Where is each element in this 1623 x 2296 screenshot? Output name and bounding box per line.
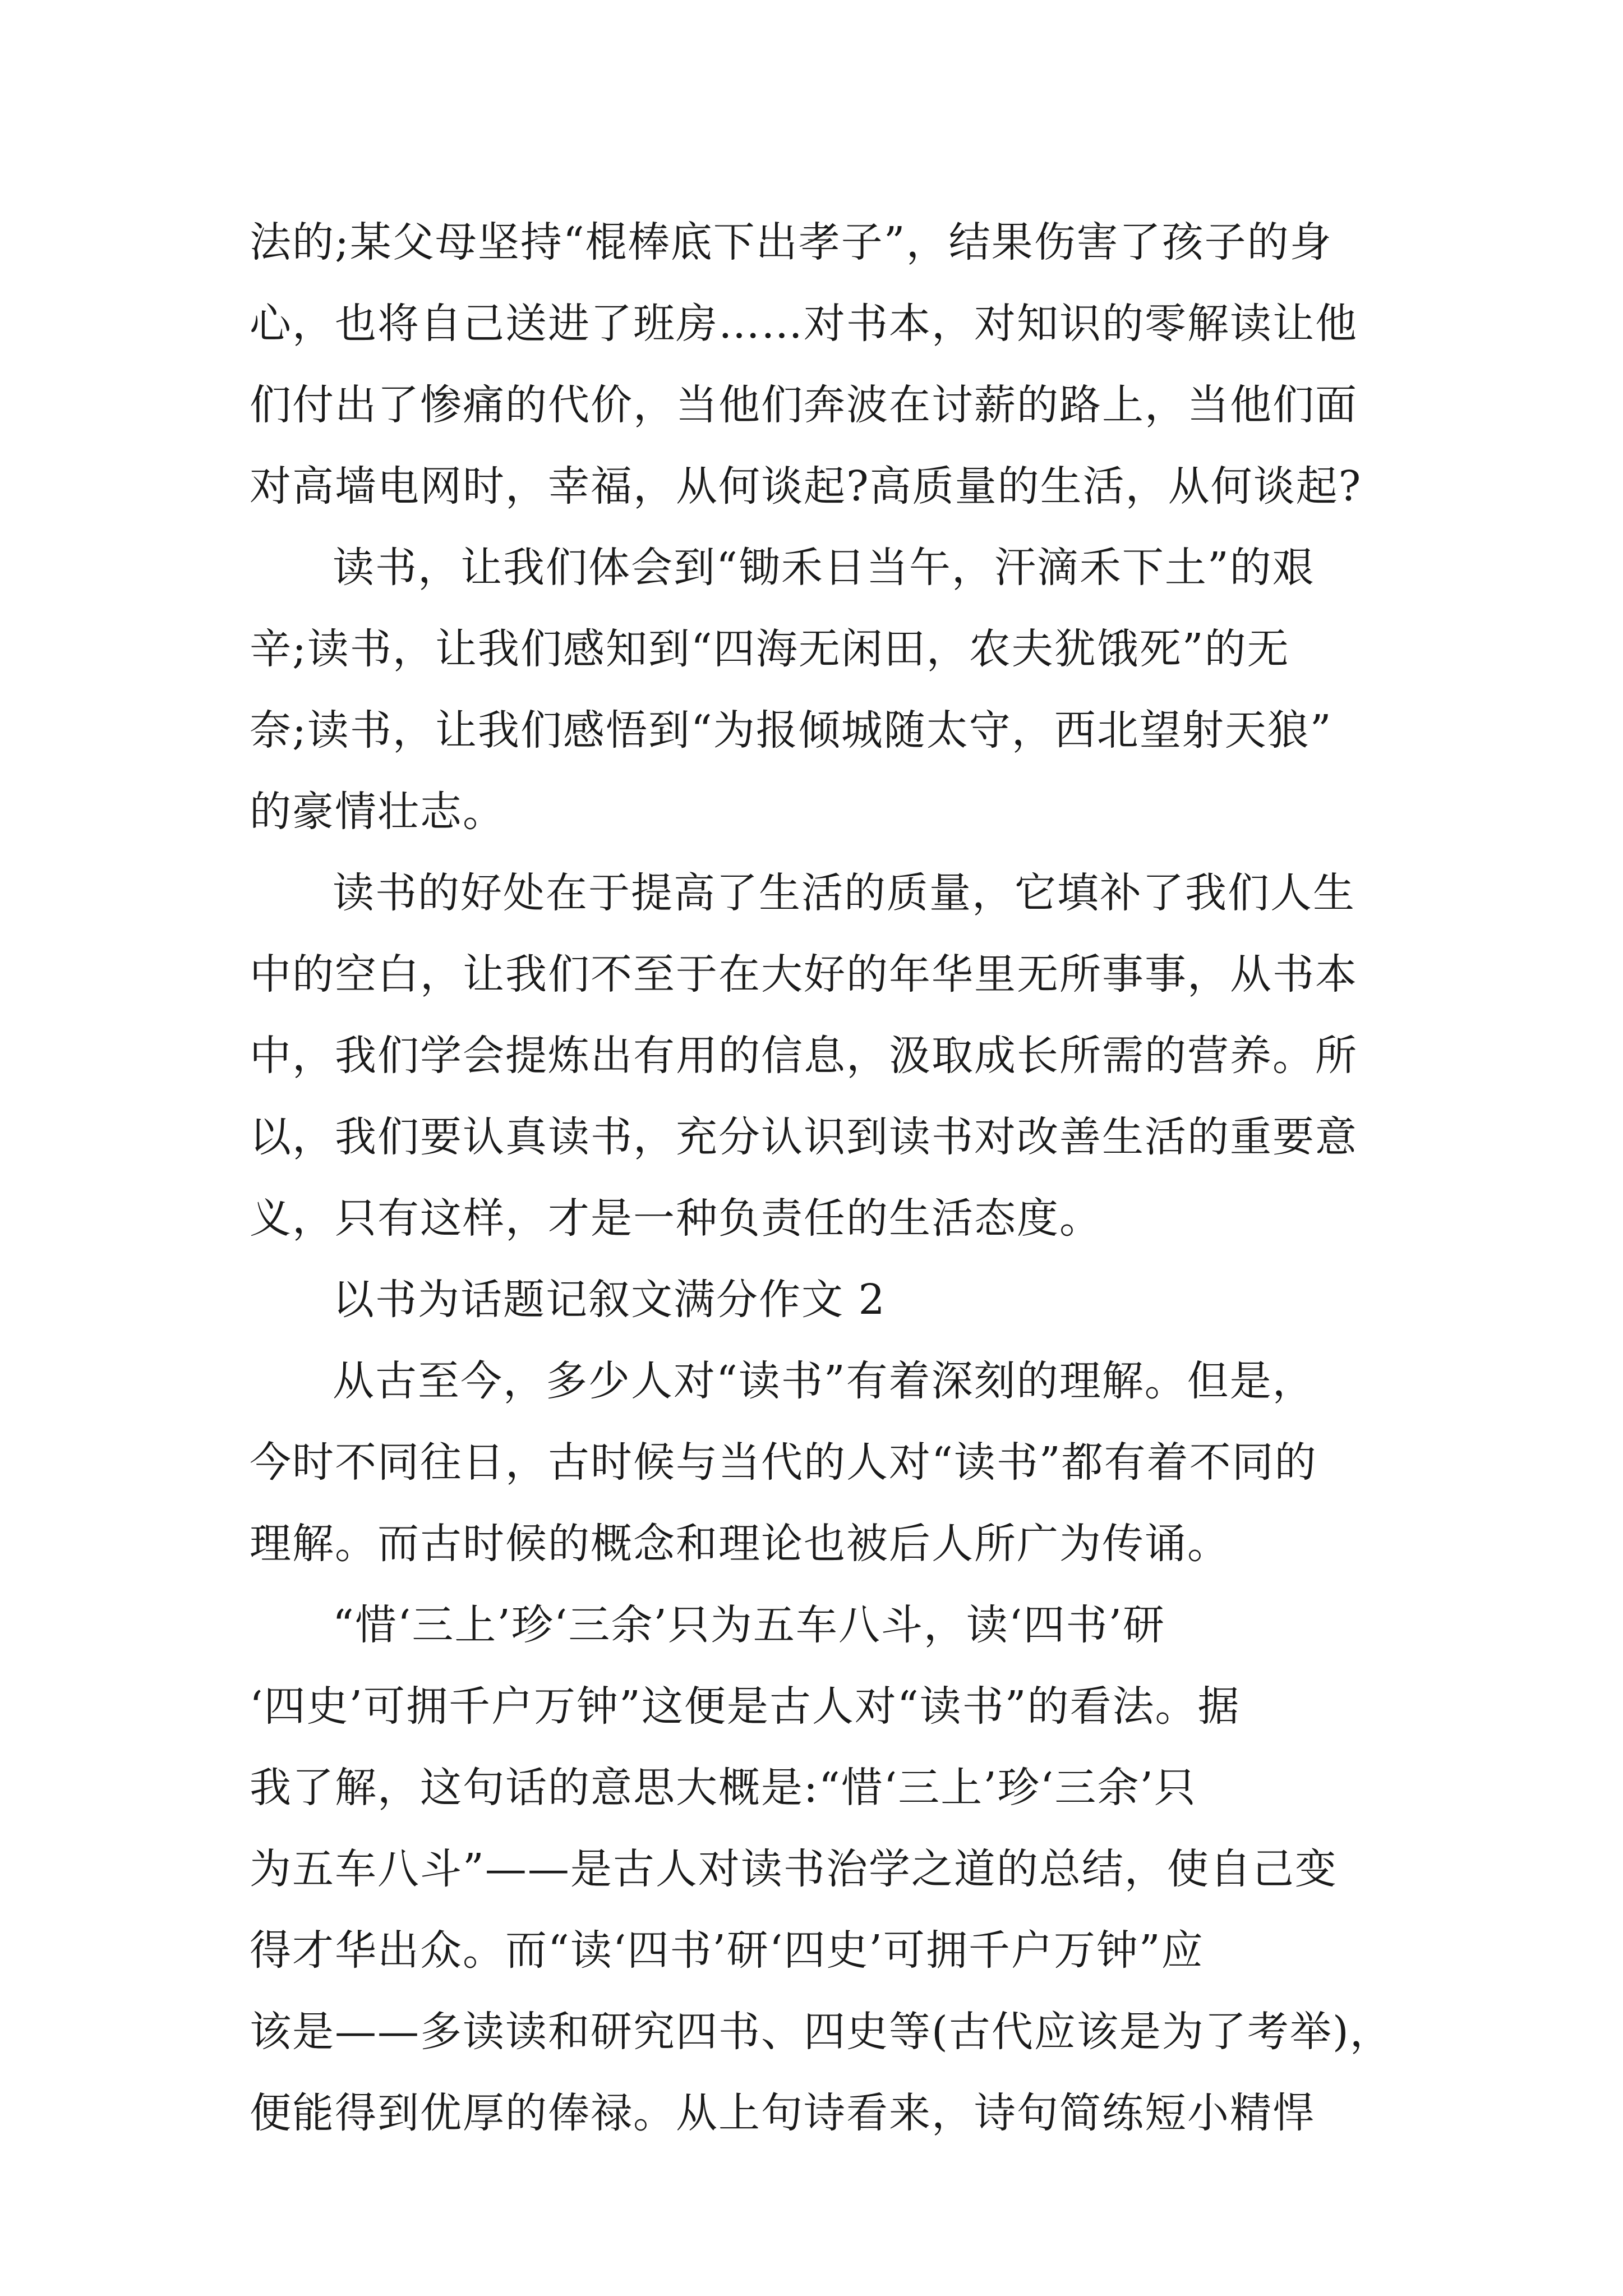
text-line: ‘四史’可拥千户万钟”这便是古人对“读书”的看法。据: [250, 1682, 1241, 1731]
text-line: 中的空白，让我们不至于在大好的年华里无所事事，从书本: [250, 950, 1358, 999]
text-line: 该是——多读读和研究四书、四史等(古代应该是为了考举)，: [250, 2008, 1393, 2056]
text-line: 奈;读书，让我们感悟到“为报倾城随太守，西北望射天狼”: [250, 706, 1332, 754]
text-line: 我了解，这句话的意思大概是:“惜‘三上’珍‘三余’只: [250, 1764, 1197, 1812]
paragraph-start-line: 读书，让我们体会到“锄禾日当午，汗滴禾下土”的艰: [333, 544, 1315, 592]
text-line: 法的;某父母坚持“棍棒底下出孝子”，结果伤害了孩子的身: [250, 218, 1332, 266]
text-line: 便能得到优厚的俸禄。从上句诗看来，诗句简练短小精悍: [250, 2089, 1315, 2137]
text-line: 对高墙电网时，幸福，从何谈起?高质量的生活，从何谈起?: [250, 462, 1362, 510]
text-line: 们付出了惨痛的代价，当他们奔波在讨薪的路上，当他们面: [250, 381, 1358, 429]
text-line: 得才华出众。而“读‘四书’研‘四史’可拥千户万钟”应: [250, 1926, 1204, 1975]
text-line: 的豪情壮志。: [250, 788, 505, 836]
text-line: 理解。而古时候的概念和理论也被后人所广为传诵。: [250, 1520, 1230, 1568]
text-line: 今时不同往日，古时候与当代的人对“读书”都有着不同的: [250, 1438, 1317, 1487]
section-title: 以书为话题记叙文满分作文 2: [333, 1276, 886, 1324]
paragraph-start-line: 读书的好处在于提高了生活的质量，它填补了我们人生: [333, 869, 1355, 917]
text-line: 心，也将自己送进了班房……对书本，对知识的零解读让他: [250, 300, 1358, 348]
text-line: 中，我们学会提炼出有用的信息，汲取成长所需的营养。所: [250, 1032, 1358, 1080]
text-line: 义，只有这样，才是一种负责任的生活态度。: [250, 1194, 1102, 1243]
text-line: 为五车八斗”——是古人对读书治学之道的总结，使自己变: [250, 1845, 1338, 1893]
body-text: [250, 202, 1399, 2154]
paragraph-start-line: 从古至今，多少人对“读书”有着深刻的理解。但是，: [333, 1357, 1315, 1405]
text-line: 辛;读书，让我们感知到“四海无闲田，农夫犹饿死”的无: [250, 625, 1290, 673]
text-line: 以，我们要认真读书，充分认识到读书对改善生活的重要意: [250, 1113, 1358, 1161]
paragraph-start-line: “惜‘三上’珍‘三余’只为五车八斗，读‘四书’研: [333, 1601, 1165, 1649]
